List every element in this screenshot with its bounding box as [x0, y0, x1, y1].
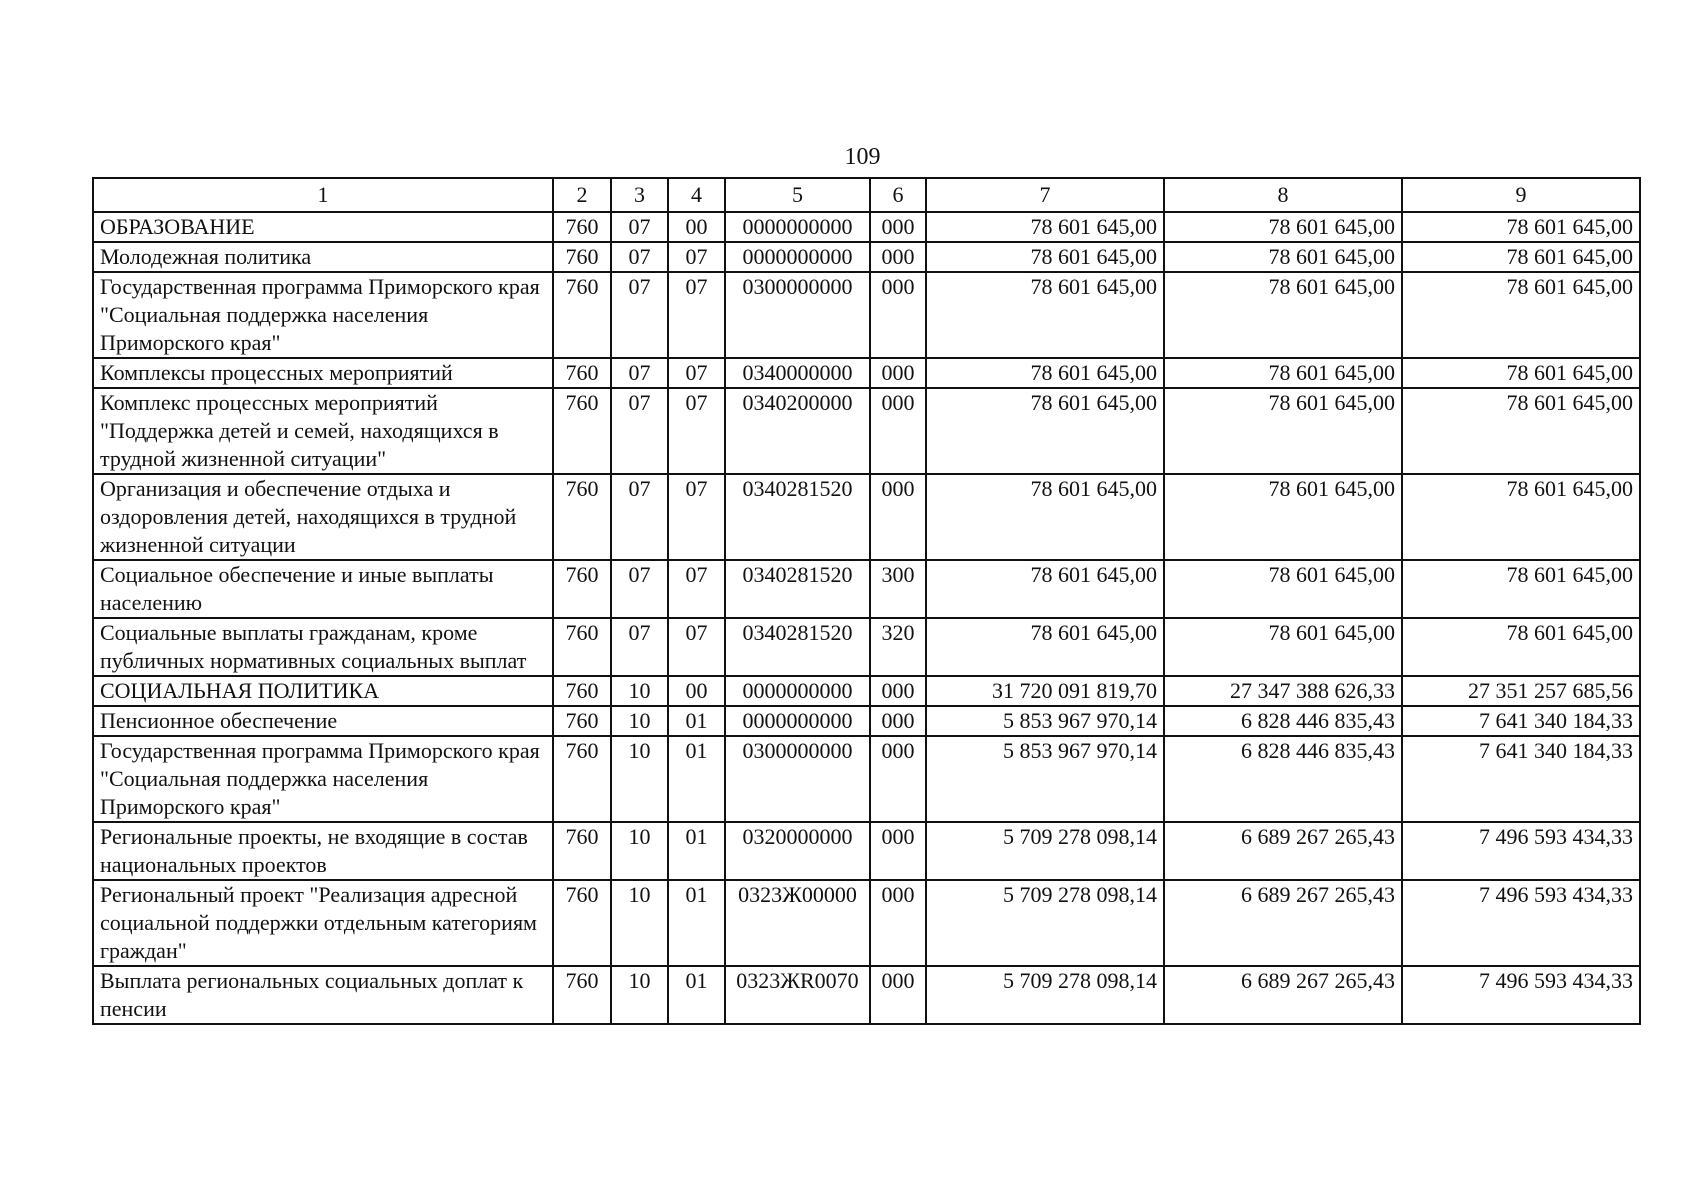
header-col-6: 6	[870, 178, 926, 212]
row-amount-col9: 7 641 340 184,33	[1402, 736, 1640, 822]
row-subsection-code: 01	[668, 822, 725, 880]
row-amount-col7: 5 709 278 098,14	[926, 880, 1164, 966]
row-expense-type: 000	[870, 388, 926, 474]
row-ministry-code: 760	[553, 736, 611, 822]
row-amount-col9: 78 601 645,00	[1402, 388, 1640, 474]
row-section-code: 07	[611, 212, 668, 242]
row-expense-type: 320	[870, 618, 926, 676]
row-section-code: 10	[611, 880, 668, 966]
row-amount-col8: 78 601 645,00	[1164, 272, 1402, 358]
row-section-code: 07	[611, 474, 668, 560]
row-subsection-code: 07	[668, 272, 725, 358]
row-target-article: 0000000000	[725, 706, 870, 736]
row-amount-col7: 5 709 278 098,14	[926, 822, 1164, 880]
row-ministry-code: 760	[553, 212, 611, 242]
table-row	[93, 676, 1640, 706]
row-name: Региональный проект "Реализация адресной социальной поддержки отдельным категориям граждан"	[93, 880, 553, 966]
row-ministry-code: 760	[553, 618, 611, 676]
row-name: Государственная программа Приморского края "Социальная поддержка населения Приморского края"	[93, 736, 553, 822]
header-col-8: 8	[1164, 178, 1402, 212]
row-expense-type: 000	[870, 474, 926, 560]
header-col-1: 1	[93, 178, 553, 212]
row-amount-col9: 78 601 645,00	[1402, 358, 1640, 388]
row-subsection-code: 07	[668, 618, 725, 676]
row-expense-type: 000	[870, 676, 926, 706]
row-name: Комплексы процессных мероприятий	[93, 358, 553, 388]
table-row	[93, 618, 1640, 676]
table-row	[93, 358, 1640, 388]
row-ministry-code: 760	[553, 560, 611, 618]
row-name: Социальное обеспечение и иные выплаты населению	[93, 560, 553, 618]
row-section-code: 07	[611, 388, 668, 474]
row-amount-col7: 78 601 645,00	[926, 388, 1164, 474]
row-ministry-code: 760	[553, 706, 611, 736]
row-amount-col8: 6 828 446 835,43	[1164, 736, 1402, 822]
row-subsection-code: 01	[668, 966, 725, 1024]
header-col-4: 4	[668, 178, 725, 212]
row-target-article: 0340281520	[725, 618, 870, 676]
row-subsection-code: 01	[668, 736, 725, 822]
table-header	[93, 178, 1640, 212]
row-target-article: 0300000000	[725, 736, 870, 822]
table-row	[93, 822, 1640, 880]
row-ministry-code: 760	[553, 676, 611, 706]
row-ministry-code: 760	[553, 242, 611, 272]
row-amount-col7: 5 853 967 970,14	[926, 706, 1164, 736]
row-subsection-code: 01	[668, 880, 725, 966]
row-target-article: 0340200000	[725, 388, 870, 474]
row-amount-col9: 78 601 645,00	[1402, 242, 1640, 272]
row-ministry-code: 760	[553, 880, 611, 966]
header-col-2: 2	[553, 178, 611, 212]
row-name: Государственная программа Приморского края "Социальная поддержка населения Приморского края"	[93, 272, 553, 358]
table-row	[93, 966, 1640, 1024]
row-amount-col9: 78 601 645,00	[1402, 212, 1640, 242]
row-amount-col8: 27 347 388 626,33	[1164, 676, 1402, 706]
row-amount-col7: 78 601 645,00	[926, 474, 1164, 560]
row-expense-type: 000	[870, 358, 926, 388]
row-subsection-code: 01	[668, 706, 725, 736]
row-amount-col8: 78 601 645,00	[1164, 474, 1402, 560]
row-ministry-code: 760	[553, 474, 611, 560]
row-ministry-code: 760	[553, 358, 611, 388]
row-target-article: 0323Ж00000	[725, 880, 870, 966]
table-body	[93, 212, 1640, 1024]
table-row	[93, 706, 1640, 736]
row-amount-col9: 78 601 645,00	[1402, 272, 1640, 358]
row-ministry-code: 760	[553, 822, 611, 880]
row-name: Выплата региональных социальных доплат к пенсии	[93, 966, 553, 1024]
row-amount-col8: 78 601 645,00	[1164, 212, 1402, 242]
row-expense-type: 300	[870, 560, 926, 618]
row-amount-col8: 78 601 645,00	[1164, 618, 1402, 676]
row-subsection-code: 07	[668, 358, 725, 388]
row-amount-col9: 7 641 340 184,33	[1402, 706, 1640, 736]
row-name: Комплекс процессных мероприятий "Поддержка детей и семей, находящихся в трудной жизненной ситуации"	[93, 388, 553, 474]
table-row	[93, 242, 1640, 272]
row-amount-col9: 27 351 257 685,56	[1402, 676, 1640, 706]
table-row	[93, 272, 1640, 358]
row-subsection-code: 07	[668, 388, 725, 474]
table-row	[93, 560, 1640, 618]
row-amount-col7: 5 853 967 970,14	[926, 736, 1164, 822]
row-ministry-code: 760	[553, 272, 611, 358]
row-expense-type: 000	[870, 272, 926, 358]
row-section-code: 10	[611, 706, 668, 736]
header-row	[93, 178, 1640, 212]
row-section-code: 10	[611, 822, 668, 880]
header-col-7: 7	[926, 178, 1164, 212]
row-amount-col9: 7 496 593 434,33	[1402, 822, 1640, 880]
row-subsection-code: 07	[668, 474, 725, 560]
row-section-code: 07	[611, 272, 668, 358]
row-name: СОЦИАЛЬНАЯ ПОЛИТИКА	[93, 676, 553, 706]
row-subsection-code: 00	[668, 676, 725, 706]
row-amount-col9: 7 496 593 434,33	[1402, 966, 1640, 1024]
row-amount-col8: 78 601 645,00	[1164, 242, 1402, 272]
row-name: Социальные выплаты гражданам, кроме публичных нормативных социальных выплат	[93, 618, 553, 676]
row-target-article: 0000000000	[725, 242, 870, 272]
row-amount-col8: 6 689 267 265,43	[1164, 880, 1402, 966]
row-subsection-code: 00	[668, 212, 725, 242]
row-amount-col7: 5 709 278 098,14	[926, 966, 1164, 1024]
row-expense-type: 000	[870, 966, 926, 1024]
row-target-article: 0320000000	[725, 822, 870, 880]
row-name: Молодежная политика	[93, 242, 553, 272]
row-amount-col8: 78 601 645,00	[1164, 358, 1402, 388]
row-amount-col7: 78 601 645,00	[926, 618, 1164, 676]
row-name: Пенсионное обеспечение	[93, 706, 553, 736]
row-amount-col7: 78 601 645,00	[926, 560, 1164, 618]
row-name: Организация и обеспечение отдыха и оздоровления детей, находящихся в трудной жизненной ситуации	[93, 474, 553, 560]
table-row	[93, 474, 1640, 560]
row-expense-type: 000	[870, 822, 926, 880]
header-col-9: 9	[1402, 178, 1640, 212]
row-amount-col7: 78 601 645,00	[926, 358, 1164, 388]
row-section-code: 10	[611, 676, 668, 706]
row-section-code: 07	[611, 358, 668, 388]
row-section-code: 10	[611, 736, 668, 822]
row-target-article: 0000000000	[725, 676, 870, 706]
row-amount-col8: 6 689 267 265,43	[1164, 822, 1402, 880]
table-row	[93, 736, 1640, 822]
row-subsection-code: 07	[668, 242, 725, 272]
row-amount-col7: 78 601 645,00	[926, 242, 1164, 272]
table-row	[93, 212, 1640, 242]
row-amount-col9: 78 601 645,00	[1402, 474, 1640, 560]
row-expense-type: 000	[870, 212, 926, 242]
row-expense-type: 000	[870, 736, 926, 822]
table-row	[93, 388, 1640, 474]
row-target-article: 0000000000	[725, 212, 870, 242]
row-amount-col7: 78 601 645,00	[926, 272, 1164, 358]
row-target-article: 0340000000	[725, 358, 870, 388]
row-name: Региональные проекты, не входящие в состав национальных проектов	[93, 822, 553, 880]
page-number: 109	[844, 144, 881, 170]
row-ministry-code: 760	[553, 966, 611, 1024]
row-amount-col9: 78 601 645,00	[1402, 560, 1640, 618]
row-ministry-code: 760	[553, 388, 611, 474]
row-section-code: 07	[611, 560, 668, 618]
row-section-code: 07	[611, 242, 668, 272]
row-amount-col8: 6 689 267 265,43	[1164, 966, 1402, 1024]
table-row	[93, 880, 1640, 966]
row-amount-col7: 78 601 645,00	[926, 212, 1164, 242]
row-amount-col9: 7 496 593 434,33	[1402, 880, 1640, 966]
row-amount-col8: 78 601 645,00	[1164, 388, 1402, 474]
row-amount-col7: 31 720 091 819,70	[926, 676, 1164, 706]
row-amount-col9: 78 601 645,00	[1402, 618, 1640, 676]
row-amount-col8: 6 828 446 835,43	[1164, 706, 1402, 736]
row-amount-col8: 78 601 645,00	[1164, 560, 1402, 618]
row-target-article: 0300000000	[725, 272, 870, 358]
row-target-article: 0323ЖR0070	[725, 966, 870, 1024]
header-col-5: 5	[725, 178, 870, 212]
row-target-article: 0340281520	[725, 560, 870, 618]
row-section-code: 10	[611, 966, 668, 1024]
budget-table	[92, 177, 1641, 1025]
header-col-3: 3	[611, 178, 668, 212]
row-expense-type: 000	[870, 706, 926, 736]
row-expense-type: 000	[870, 242, 926, 272]
row-subsection-code: 07	[668, 560, 725, 618]
row-target-article: 0340281520	[725, 474, 870, 560]
row-section-code: 07	[611, 618, 668, 676]
row-name: ОБРАЗОВАНИЕ	[93, 212, 553, 242]
row-expense-type: 000	[870, 880, 926, 966]
